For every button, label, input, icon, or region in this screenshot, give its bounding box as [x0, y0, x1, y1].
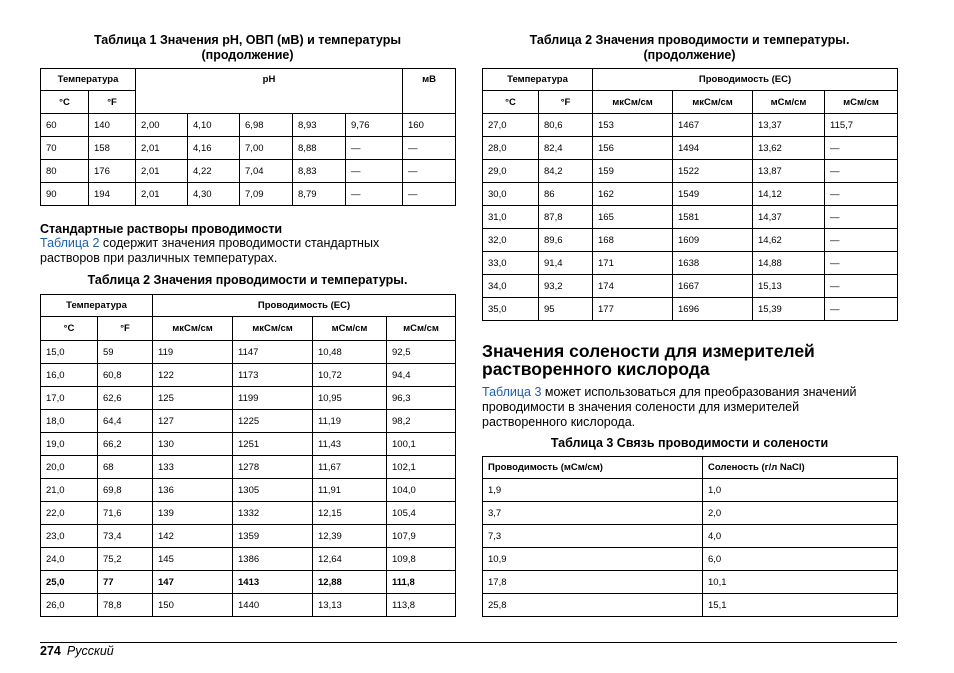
salinity-heading-line1: Значения солености для измерителей: [482, 341, 815, 361]
table-cell: 174: [593, 275, 673, 298]
table-cell: 1305: [233, 479, 313, 502]
table-row: [41, 571, 456, 594]
table-cell: 24,0: [41, 548, 98, 571]
table-cell: 133: [153, 456, 233, 479]
table-cell: 8,88: [293, 137, 346, 160]
table-cell: 1359: [233, 525, 313, 548]
table-cell: 22,0: [41, 502, 98, 525]
table-cell: 1549: [673, 183, 753, 206]
salinity-text1: может использоваться для преобразования значений: [541, 385, 857, 399]
table-cell: 145: [153, 548, 233, 571]
table-cell: 15,0: [41, 341, 98, 364]
salinity-line3: растворенного кислорода.: [482, 415, 636, 429]
header-mv: мВ: [403, 69, 456, 114]
table2-conductivity: [40, 294, 456, 617]
table-cell: —: [825, 137, 898, 160]
table-cell: 68: [98, 456, 153, 479]
table-cell: 84,2: [539, 160, 593, 183]
table2-cont-caption-line1: Таблица 2 Значения проводимости и температуры.: [529, 33, 850, 47]
table-row: [483, 298, 898, 321]
table-cell: 71,6: [98, 502, 153, 525]
header-temperature: Температура: [41, 295, 153, 317]
header-temperature: Температура: [483, 69, 593, 91]
table-cell: 75,2: [98, 548, 153, 571]
header-celsius: °C: [41, 91, 89, 114]
table-row: [483, 548, 898, 571]
table-cell: 12,88: [313, 571, 387, 594]
page-number: 274: [40, 644, 61, 658]
table-cell: 18,0: [41, 410, 98, 433]
table-row: [41, 479, 456, 502]
table-row: [483, 183, 898, 206]
table-cell: 28,0: [483, 137, 539, 160]
table-cell: 15,13: [753, 275, 825, 298]
table-cell: 109,8: [387, 548, 456, 571]
table-cell: 10,48: [313, 341, 387, 364]
footer-divider: [40, 642, 897, 643]
table-cell: 82,4: [539, 137, 593, 160]
table-cell: 111,8: [387, 571, 456, 594]
table-cell: 14,62: [753, 229, 825, 252]
table-cell: 80: [41, 160, 89, 183]
table-cell: —: [825, 206, 898, 229]
table-cell: 26,0: [41, 594, 98, 617]
header-celsius: °C: [483, 91, 539, 114]
table-cell: 136: [153, 479, 233, 502]
table3-caption: Таблица 3 Связь проводимости и солености: [550, 436, 829, 450]
table-cell: 31,0: [483, 206, 539, 229]
table-cell: 2,00: [136, 114, 188, 137]
table-cell: 29,0: [483, 160, 539, 183]
header-conductivity: Проводимость (EC): [153, 295, 456, 317]
table-row: [483, 479, 898, 502]
table-cell: 171: [593, 252, 673, 275]
table-cell: 100,1: [387, 433, 456, 456]
table-cell: 4,10: [188, 114, 240, 137]
table-cell: —: [346, 137, 403, 160]
table-row: [41, 456, 456, 479]
table-row: [41, 548, 456, 571]
table-cell: 1173: [233, 364, 313, 387]
table-cell: 8,79: [293, 183, 346, 206]
header-unit-mscm: мСм/см: [387, 317, 456, 341]
table-cell: —: [346, 160, 403, 183]
table-cell: 122: [153, 364, 233, 387]
table-cell: 93,2: [539, 275, 593, 298]
standards-line2: растворов при различных температурах.: [40, 251, 278, 265]
table-cell: 17,8: [483, 571, 703, 594]
table-row: [41, 410, 456, 433]
table-row: [483, 252, 898, 275]
table-cell: 140: [89, 114, 136, 137]
table-row: [483, 502, 898, 525]
link-table3[interactable]: Таблица 3: [482, 385, 542, 399]
table-cell: 94,4: [387, 364, 456, 387]
table-cell: 1278: [233, 456, 313, 479]
table-cell: 4,22: [188, 160, 240, 183]
table-cell: 21,0: [41, 479, 98, 502]
table-cell: 11,91: [313, 479, 387, 502]
table-cell: 1696: [673, 298, 753, 321]
table-cell: 153: [593, 114, 673, 137]
table-cell: 1199: [233, 387, 313, 410]
table-cell: 89,6: [539, 229, 593, 252]
header-ph: pH: [136, 69, 403, 114]
table-row: [483, 571, 898, 594]
table-cell: 7,04: [240, 160, 293, 183]
table-cell: 1494: [673, 137, 753, 160]
table-cell: 10,1: [703, 571, 898, 594]
table-cell: 11,67: [313, 456, 387, 479]
table-cell: 17,0: [41, 387, 98, 410]
table-cell: 1667: [673, 275, 753, 298]
table-cell: 11,19: [313, 410, 387, 433]
salinity-line2: проводимости в значения солености для измерителей: [482, 400, 800, 414]
table-cell: 59: [98, 341, 153, 364]
table-row: [41, 387, 456, 410]
table-cell: 87,8: [539, 206, 593, 229]
table-cell: 147: [153, 571, 233, 594]
table-cell: 1251: [233, 433, 313, 456]
table-cell: 10,95: [313, 387, 387, 410]
table-row: [41, 160, 456, 183]
table-cell: 62,6: [98, 387, 153, 410]
table-cell: 1467: [673, 114, 753, 137]
standards-text1: содержит значения проводимости стандартных: [99, 236, 380, 250]
table1-caption-line2: (продолжение): [201, 48, 294, 62]
salinity-heading-line2: растворенного кислорода: [482, 359, 710, 379]
table-cell: 1386: [233, 548, 313, 571]
table2-cont-caption: [482, 33, 897, 63]
table-cell: 2,0: [703, 502, 898, 525]
table-cell: 9,76: [346, 114, 403, 137]
table-cell: 90: [41, 183, 89, 206]
table-cell: 1332: [233, 502, 313, 525]
header-unit-mscm: мСм/см: [825, 91, 898, 114]
standards-line1: [40, 236, 455, 251]
table-cell: 1609: [673, 229, 753, 252]
page-footer: [40, 644, 114, 658]
table-row: [483, 206, 898, 229]
header-unit-uscm: мкСм/см: [593, 91, 673, 114]
table-cell: 7,09: [240, 183, 293, 206]
table-cell: 119: [153, 341, 233, 364]
table-cell: 3,7: [483, 502, 703, 525]
table-cell: 127: [153, 410, 233, 433]
table-cell: 4,16: [188, 137, 240, 160]
table-cell: 1581: [673, 206, 753, 229]
table-cell: 2,01: [136, 183, 188, 206]
header-unit-mscm: мСм/см: [753, 91, 825, 114]
header-unit-mscm: мСм/см: [313, 317, 387, 341]
table-cell: 115,7: [825, 114, 898, 137]
table-cell: 25,0: [41, 571, 98, 594]
table-row: [483, 594, 898, 617]
table-cell: 177: [593, 298, 673, 321]
table-cell: —: [403, 183, 456, 206]
table-cell: 4,0: [703, 525, 898, 548]
header-conductivity-mscm: Проводимость (мСм/см): [483, 457, 703, 479]
header-unit-uscm: мкСм/см: [233, 317, 313, 341]
table-cell: 14,88: [753, 252, 825, 275]
table-row: [41, 137, 456, 160]
table-cell: 70: [41, 137, 89, 160]
page-language: Русский: [66, 644, 114, 658]
table-cell: 96,3: [387, 387, 456, 410]
table-row: [41, 364, 456, 387]
table-cell: 27,0: [483, 114, 539, 137]
table-cell: 194: [89, 183, 136, 206]
table-cell: 15,1: [703, 594, 898, 617]
table-cell: —: [403, 160, 456, 183]
table-cell: 105,4: [387, 502, 456, 525]
table-cell: 23,0: [41, 525, 98, 548]
table1-ph-orp: [40, 68, 456, 206]
table-cell: —: [403, 137, 456, 160]
table-cell: 10,9: [483, 548, 703, 571]
table-cell: 6,98: [240, 114, 293, 137]
table-cell: 150: [153, 594, 233, 617]
table-cell: 162: [593, 183, 673, 206]
table-cell: 35,0: [483, 298, 539, 321]
salinity-heading: [482, 342, 897, 378]
table-cell: 13,13: [313, 594, 387, 617]
table-cell: 142: [153, 525, 233, 548]
table-cell: 73,4: [98, 525, 153, 548]
table-cell: 92,5: [387, 341, 456, 364]
table-cell: 104,0: [387, 479, 456, 502]
standards-heading: Стандартные растворы проводимости: [40, 222, 283, 236]
table-cell: 8,93: [293, 114, 346, 137]
table-cell: 125: [153, 387, 233, 410]
table-cell: 12,64: [313, 548, 387, 571]
table-cell: 139: [153, 502, 233, 525]
table-cell: 2,01: [136, 160, 188, 183]
table-cell: 102,1: [387, 456, 456, 479]
table1-caption-line1: Таблица 1 Значения pH, ОВП (мВ) и температуры: [93, 33, 402, 47]
header-salinity: Соленость (г/л NaCl): [703, 457, 898, 479]
table3-conductivity-salinity: [482, 456, 898, 617]
salinity-paragraph: [482, 385, 897, 430]
table-row: [41, 525, 456, 548]
table-cell: 78,8: [98, 594, 153, 617]
table-cell: 11,43: [313, 433, 387, 456]
table-cell: 1638: [673, 252, 753, 275]
table-cell: —: [346, 183, 403, 206]
table-cell: 98,2: [387, 410, 456, 433]
table-cell: 1,9: [483, 479, 703, 502]
table-cell: —: [825, 298, 898, 321]
table-row: [41, 341, 456, 364]
header-unit-uscm: мкСм/см: [153, 317, 233, 341]
table-cell: 14,37: [753, 206, 825, 229]
table-cell: 12,15: [313, 502, 387, 525]
table-cell: 15,39: [753, 298, 825, 321]
table-row: [483, 229, 898, 252]
table-cell: 86: [539, 183, 593, 206]
table-cell: 1147: [233, 341, 313, 364]
table-cell: 1440: [233, 594, 313, 617]
table-row: [41, 183, 456, 206]
table-cell: 113,8: [387, 594, 456, 617]
table-cell: 20,0: [41, 456, 98, 479]
table-cell: 165: [593, 206, 673, 229]
table-cell: 160: [403, 114, 456, 137]
table-cell: 64,4: [98, 410, 153, 433]
table-cell: 1225: [233, 410, 313, 433]
salinity-line1: [482, 385, 897, 400]
table2-cont-caption-line2: (продолжение): [643, 48, 736, 62]
table-cell: 13,37: [753, 114, 825, 137]
table1-caption: [40, 33, 455, 63]
table-cell: —: [825, 275, 898, 298]
table-row: [41, 502, 456, 525]
header-fahrenheit: °F: [539, 91, 593, 114]
table-cell: 19,0: [41, 433, 98, 456]
table-cell: 69,8: [98, 479, 153, 502]
table-cell: 13,62: [753, 137, 825, 160]
table-cell: 4,30: [188, 183, 240, 206]
table-cell: 130: [153, 433, 233, 456]
table-cell: 10,72: [313, 364, 387, 387]
table-cell: 25,8: [483, 594, 703, 617]
table-cell: —: [825, 183, 898, 206]
table-cell: 7,00: [240, 137, 293, 160]
table-cell: —: [825, 229, 898, 252]
table-cell: 158: [89, 137, 136, 160]
table-cell: 80,6: [539, 114, 593, 137]
table-cell: 7,3: [483, 525, 703, 548]
table-cell: 2,01: [136, 137, 188, 160]
table-cell: 176: [89, 160, 136, 183]
table-row: [41, 433, 456, 456]
header-temperature: Температура: [41, 69, 136, 91]
table-cell: 60: [41, 114, 89, 137]
table-cell: 8,83: [293, 160, 346, 183]
table-cell: 60,8: [98, 364, 153, 387]
table-cell: 95: [539, 298, 593, 321]
table-row: [483, 275, 898, 298]
table2-caption: Таблица 2 Значения проводимости и температуры.: [87, 273, 408, 287]
table-cell: 66,2: [98, 433, 153, 456]
table-cell: 91,4: [539, 252, 593, 275]
table-row: [483, 160, 898, 183]
table-cell: 1413: [233, 571, 313, 594]
table-cell: 159: [593, 160, 673, 183]
table-cell: 33,0: [483, 252, 539, 275]
table-cell: 156: [593, 137, 673, 160]
link-table2[interactable]: Таблица 2: [40, 236, 100, 250]
table-cell: 107,9: [387, 525, 456, 548]
table-cell: 13,87: [753, 160, 825, 183]
table-row: [41, 114, 456, 137]
table-cell: 77: [98, 571, 153, 594]
table-row: [483, 114, 898, 137]
header-unit-uscm: мкСм/см: [673, 91, 753, 114]
table-row: [483, 137, 898, 160]
table-cell: —: [825, 252, 898, 275]
table-cell: 1,0: [703, 479, 898, 502]
table-cell: 34,0: [483, 275, 539, 298]
table-cell: —: [825, 160, 898, 183]
header-fahrenheit: °F: [98, 317, 153, 341]
header-celsius: °C: [41, 317, 98, 341]
standards-paragraph: [40, 236, 455, 266]
table-cell: 32,0: [483, 229, 539, 252]
table-cell: 16,0: [41, 364, 98, 387]
table-cell: 6,0: [703, 548, 898, 571]
header-conductivity: Проводимость (EC): [593, 69, 898, 91]
table2-conductivity-continued: [482, 68, 898, 321]
table-row: [41, 594, 456, 617]
table-cell: 168: [593, 229, 673, 252]
table-cell: 12,39: [313, 525, 387, 548]
table-cell: 1522: [673, 160, 753, 183]
table-row: [483, 525, 898, 548]
table-cell: 30,0: [483, 183, 539, 206]
header-fahrenheit: °F: [89, 91, 136, 114]
table-cell: 14,12: [753, 183, 825, 206]
